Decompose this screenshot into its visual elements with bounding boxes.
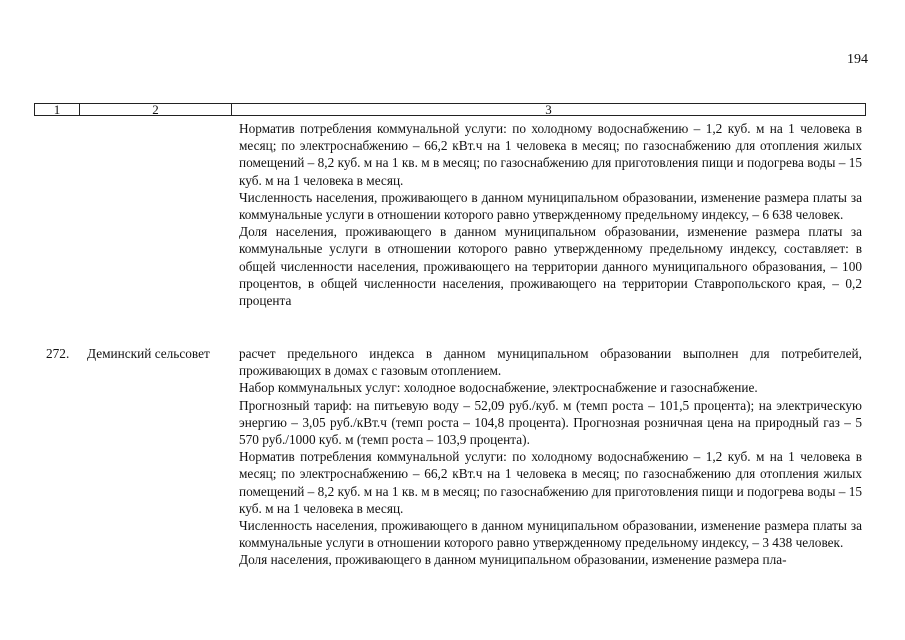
paragraph: Доля населения, проживающего в данном муниципальном образовании, изменение размера пла- xyxy=(239,552,787,568)
entry-name: Деминский сельсовет xyxy=(87,346,210,361)
page-number: 194 xyxy=(847,52,868,67)
paragraph: Набор коммунальных услуг: холодное водоснабжение, электроснабжение и газоснабжение. xyxy=(239,380,758,396)
continuation-text xyxy=(239,120,862,309)
paragraph: Доля населения, проживающего в данном муниципальном образовании, изменение размера платы за коммунальные услуги в отношении которого равно утвержденному предельному индексу, составляет: в общей численности населения, проживающего на территории данного муниципального образования, – 100 процентов, в общей численности населения, проживающего на территории Ставропольского края, – 0,2 процента xyxy=(239,224,862,309)
paragraph: расчет предельного индекса в данном муниципальном образовании выполнен для потребителей, проживающих в домах с газовым отоплением. xyxy=(239,346,862,379)
header-col-1: 1 xyxy=(35,104,80,115)
table-header-row xyxy=(34,103,866,116)
paragraph: Норматив потребления коммунальной услуги: по холодному водоснабжению – 1,2 куб. м на 1 человека в месяц; по электроснабжению – 66,2 кВт.ч на 1 человека в месяц; по газоснабжению для отопления жилых помещений – 8,2 куб. м на 1 кв. м в месяц; по газоснабжению для приготовления пищи и подогрева воды – 15 куб. м на 1 человека в месяц. xyxy=(239,449,862,516)
entry-text xyxy=(239,345,862,569)
entry-number: 272. xyxy=(46,346,70,361)
header-col-2: 2 xyxy=(80,104,232,115)
paragraph: Численность населения, проживающего в данном муниципальном образовании, изменение размера платы за коммунальные услуги в отношении которого равно утвержденному предельному индексу, – 3 438 человек. xyxy=(239,518,862,551)
paragraph: Численность населения, проживающего в данном муниципальном образовании, изменение размера платы за коммунальные услуги в отношении которого равно утвержденному предельному индексу, – 6 638 человек. xyxy=(239,189,862,223)
header-col-3: 3 xyxy=(545,102,552,117)
paragraph: Норматив потребления коммунальной услуги: по холодному водоснабжению – 1,2 куб. м на 1 человека в месяц; по электроснабжению – 66,2 кВт.ч на 1 человека в месяц; по газоснабжению для отопления жилых помещений – 8,2 куб. м на 1 кв. м в месяц; по газоснабжению для приготовления пищи и подогрева воды – 15 куб. м на 1 человека в месяц. xyxy=(239,121,862,188)
paragraph: Прогнозный тариф: на питьевую воду – 52,09 руб./куб. м (темп роста – 101,5 процента); на электрическую энергию – 3,05 руб./кВт.ч (темп роста – 104,8 процента). Прогнозная розничная цена на природный газ – 5 570 руб./1000 куб. м (темп роста – 103,9 процента). xyxy=(239,397,862,448)
